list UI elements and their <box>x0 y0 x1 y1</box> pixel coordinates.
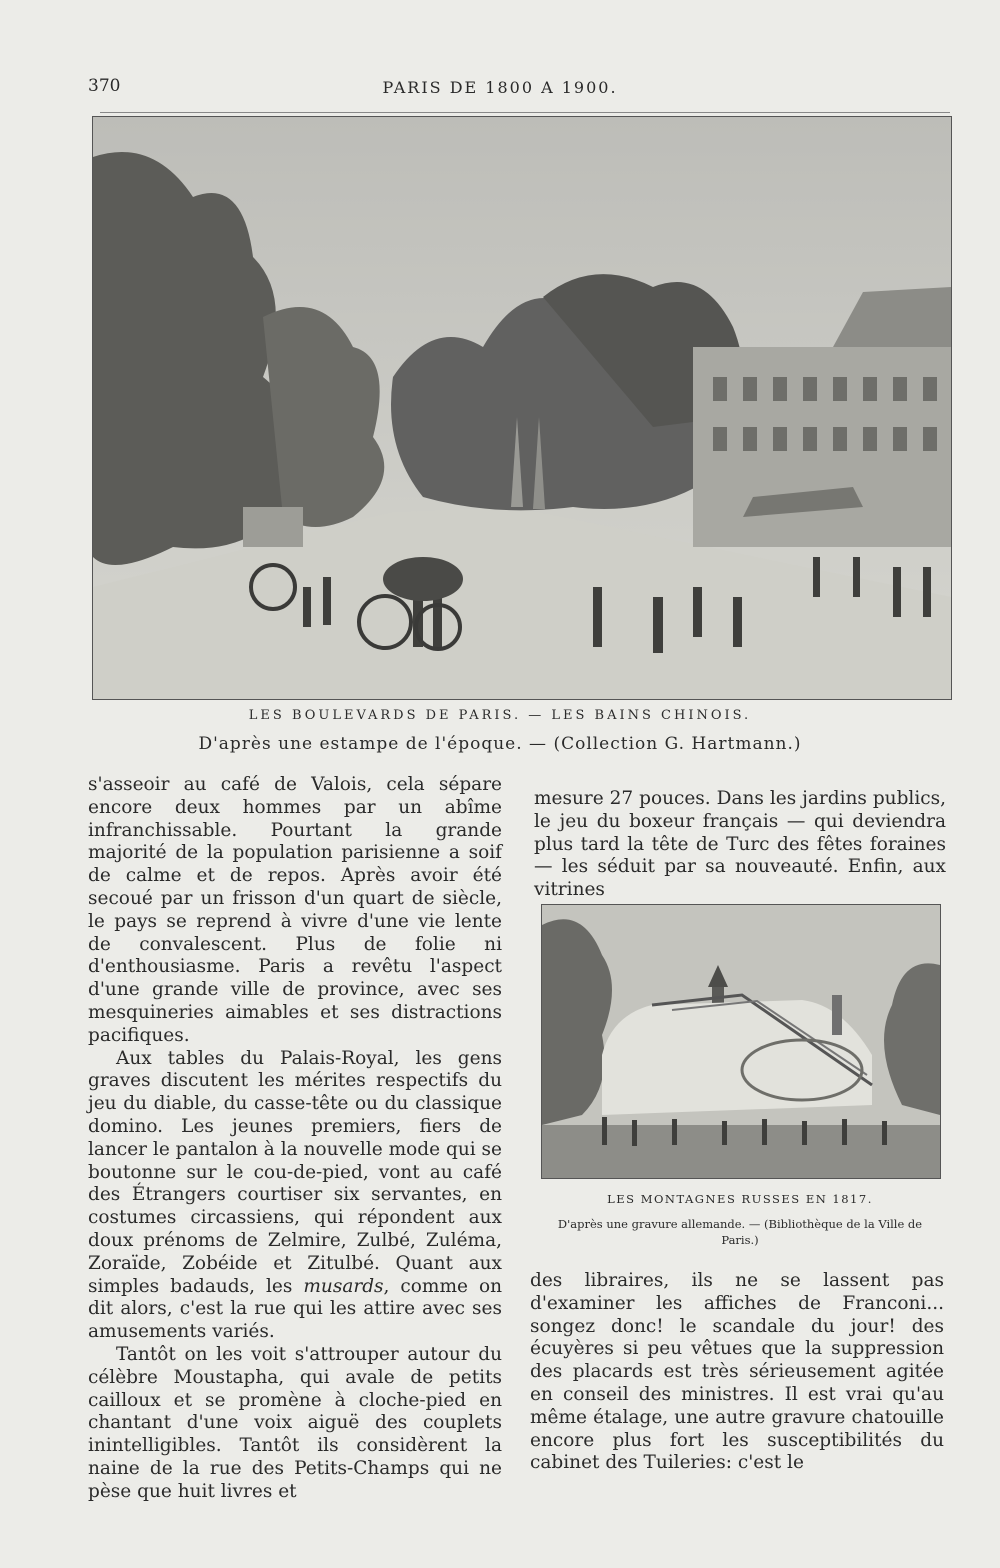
left-column <box>88 774 502 1504</box>
figure-1-caption-title: LES BOULEVARDS DE PARIS. — LES BAINS CHINOIS. <box>248 708 752 723</box>
header-rule <box>100 112 950 113</box>
left-paragraph-2 <box>88 1048 502 1344</box>
figure-2-caption-credit: D'après une gravure allemande. — (Bibliothèque de la Ville de Paris.) <box>557 1217 923 1247</box>
right-paragraph-top: mesure 27 pouces. Dans les jardins publics, le jeu du boxeur français — qui deviendra plus tard la tête de Turc des fêtes foraines — les séduit par sa nouveauté. Enfin, aux vitrines <box>534 788 946 901</box>
right-paragraph-bottom: des libraires, ils ne se lassent pas d'examiner les affiches de Franconi... songez donc! le scandale du jour! des écuyères si peu vêtues que la suppression des placards est très sérieusement agitée en conseil des ministres. Il est vrai qu'au même étalage, une autre gravure chatouille encore plus fort les susceptibilités du cabinet des Tuileries: c'est le <box>530 1270 944 1474</box>
left-paragraph-1: s'asseoir au café de Valois, cela sépare encore deux hommes par un abîme infranchissable. Pourtant la grande majorité de la population parisienne a soif de calme et de repos. Après avoir été secoué par un frisson d'un quart de siècle, le pays se reprend à vivre d'une vie lente de convalescent. Plus de folie ni d'enthousiasme. Paris a revêtu l'aspect d'une grande ville de province, avec ses mesquineries aimables et ses distractions pacifiques. <box>88 774 502 1046</box>
right-column-bottom <box>530 1270 944 1475</box>
boulevard-engraving <box>92 116 952 700</box>
figure-2-caption-title: LES MONTAGNES RUSSES EN 1817. <box>607 1192 873 1206</box>
figure-1-caption-credit: D'après une estampe de l'époque. — (Collection G. Hartmann.) <box>198 734 802 754</box>
page-number: 370 <box>88 76 121 96</box>
running-title: PARIS DE 1800 A 1900. <box>382 78 618 97</box>
montagnes-russes-engraving <box>541 904 941 1179</box>
right-column-top <box>534 788 946 902</box>
left-paragraph-2-text: Aux tables du Palais-Royal, les gens graves discutent les mérites respectifs du jeu du diable, du casse-tête ou du classique domino. Les jeunes premiers, fiers de lancer le pantalon à la nouvelle mode qui se boutonne sur le cou-de-pied, vont au café des Étrangers courtiser six servantes, en costumes circassiens, qui répondent aux doux prénoms de Zelmire, Zulbé, Zuléma, Zoraïde, Zobéide et Zitulbé. Quant aux simples badauds, les <box>88 1047 502 1297</box>
left-paragraph-2-italic: musards <box>303 1275 384 1297</box>
left-paragraph-2-end: , comme on dit alors, c'est la rue qui les attire avec ses amusements variés. <box>88 1275 502 1343</box>
left-paragraph-3: Tantôt on les voit s'attrouper autour du célèbre Moustapha, qui avale de petits cailloux et se promène à cloche-pied en chantant d'une voix aiguë des couplets inintelligibles. Tantôt ils considèrent la naine de la rue des Petits-Champs qui ne pèse que huit livres et <box>88 1343 502 1502</box>
